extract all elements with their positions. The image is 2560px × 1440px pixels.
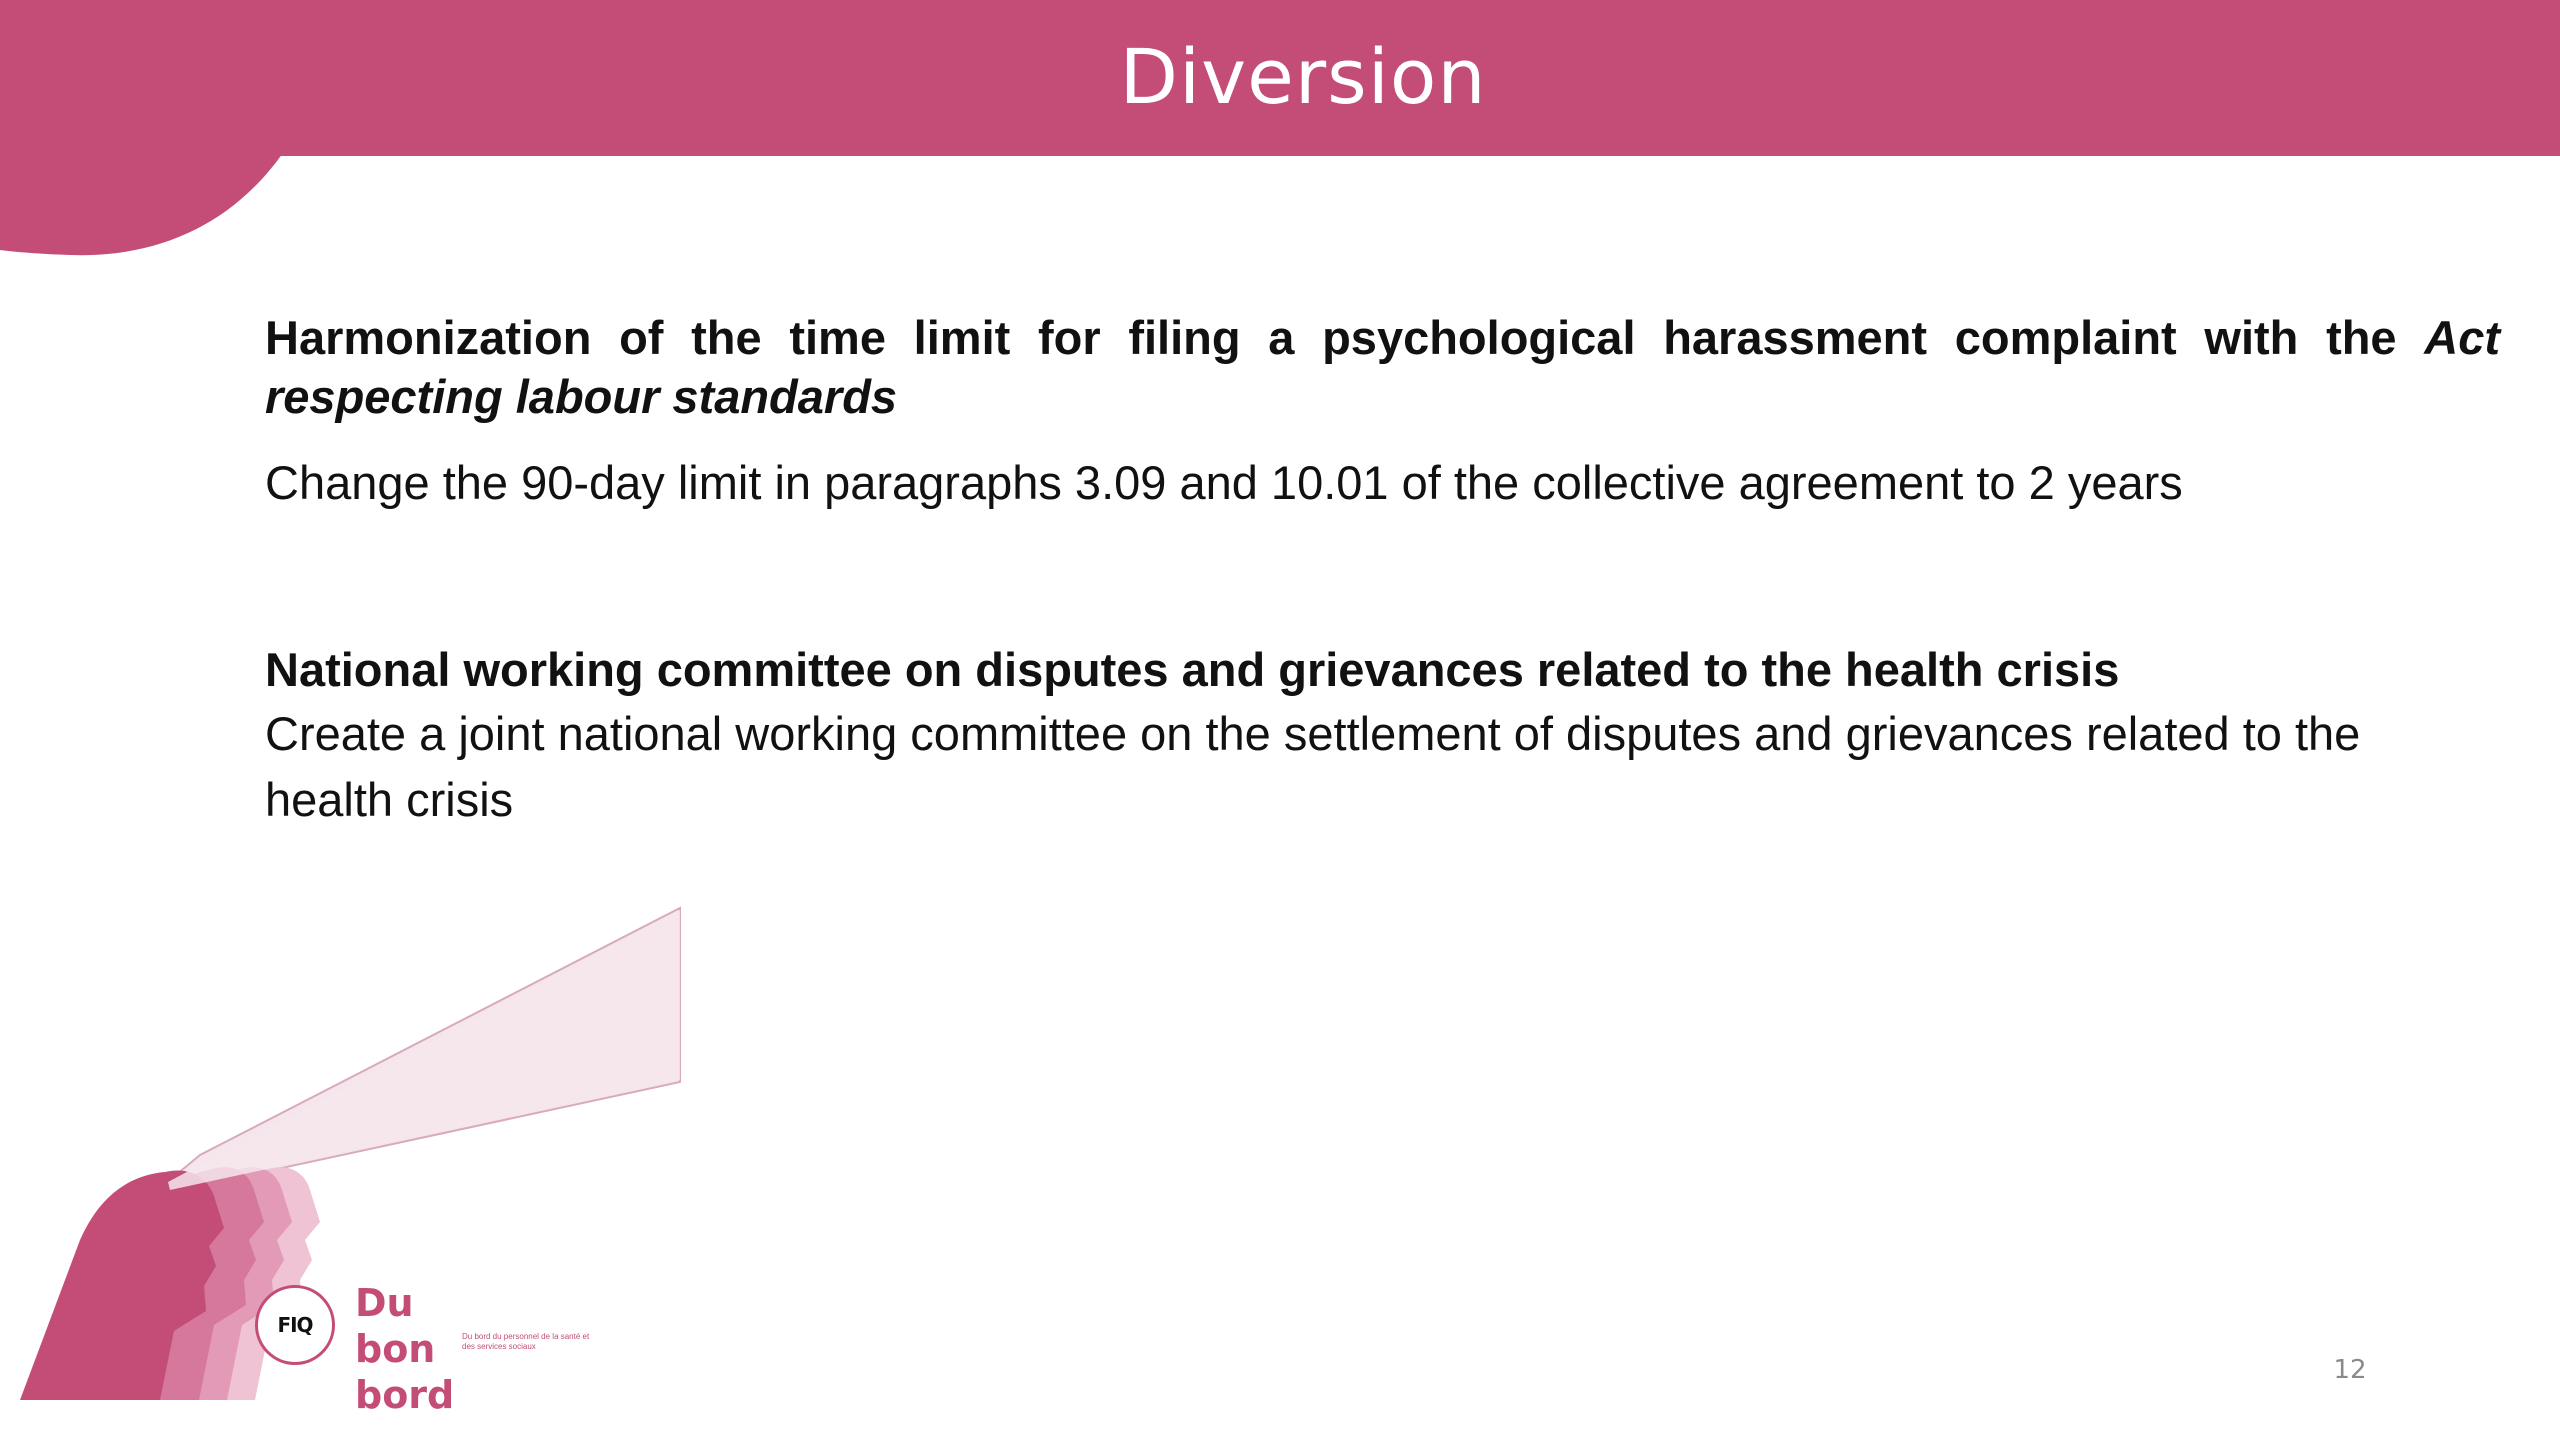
page-number: 12 <box>2333 1355 2367 1385</box>
section-harassment-time-limit <box>265 308 2500 516</box>
section-national-committee <box>265 640 2500 833</box>
fiq-emblem: FIQ <box>255 1285 335 1365</box>
du-bon-bord-logo <box>255 1280 595 1417</box>
section-body: Create a joint national working committee on the settlement of disputes and grievances related to the health crisis <box>265 707 2361 826</box>
logo-tagline: Du bord du personnel de la santé et des services sociaux <box>462 1332 590 1351</box>
logo-name-line-1: Du bon <box>355 1281 436 1371</box>
act-title: Act respecting labour standards <box>265 311 2500 423</box>
slide-title: Diversion <box>1119 32 1487 121</box>
section-body: Change the 90-day limit in paragraphs 3.09 and 10.01 of the collective agreement to 2 years <box>265 456 2183 509</box>
heading-text: Harmonization of the time limit for filing a psychological harassment complaint with the <box>265 311 2425 364</box>
section-heading <box>265 308 2500 426</box>
section-heading: National working committee on disputes and grievances related to the health crisis <box>265 643 2120 696</box>
logo-name-line-2: bord <box>355 1373 455 1417</box>
